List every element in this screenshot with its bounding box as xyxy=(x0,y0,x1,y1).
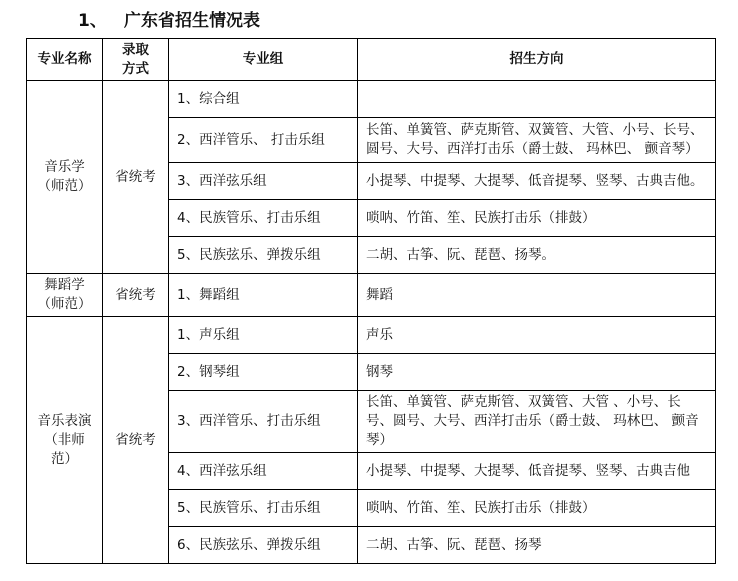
admission-method-cell: 省统考 xyxy=(103,317,169,564)
direction-cell: 二胡、古筝、阮、琵琶、扬琴。 xyxy=(358,237,716,274)
group-cell: 1、声乐组 xyxy=(169,317,358,354)
direction-cell: 唢呐、竹笛、笙、民族打击乐（排鼓） xyxy=(358,490,716,527)
table-row xyxy=(27,81,716,118)
major-name-cell: 音乐表演（非师范） xyxy=(27,317,103,564)
group-cell: 4、民族管乐、打击乐组 xyxy=(169,200,358,237)
header-direction: 招生方向 xyxy=(358,39,716,81)
group-cell: 1、舞蹈组 xyxy=(169,274,358,317)
header-major: 专业名称 xyxy=(27,39,103,81)
header-method: 录取方式 xyxy=(103,39,169,81)
direction-cell: 声乐 xyxy=(358,317,716,354)
direction-cell: 唢呐、竹笛、笙、民族打击乐（排鼓） xyxy=(358,200,716,237)
group-cell: 5、民族管乐、打击乐组 xyxy=(169,490,358,527)
direction-cell: 小提琴、中提琴、大提琴、低音提琴、竖琴、古典吉他。 xyxy=(358,163,716,200)
direction-cell: 长笛、单簧管、萨克斯管、双簧管、大管、小号、长号、圆号、大号、西洋打击乐（爵士鼓、 玛林巴、 颤音琴） xyxy=(358,118,716,163)
section-title: 广东省招生情况表 xyxy=(124,10,260,31)
section-heading xyxy=(78,6,260,30)
table-row xyxy=(27,317,716,354)
major-name-cell: 舞蹈学（师范） xyxy=(27,274,103,317)
group-cell: 5、民族弦乐、弹拨乐组 xyxy=(169,237,358,274)
group-cell: 3、西洋弦乐组 xyxy=(169,163,358,200)
direction-cell: 舞蹈 xyxy=(358,274,716,317)
enrollment-table xyxy=(26,38,716,564)
major-name-cell: 音乐学（师范） xyxy=(27,81,103,274)
direction-cell xyxy=(358,81,716,118)
group-cell: 1、综合组 xyxy=(169,81,358,118)
header-group: 专业组 xyxy=(169,39,358,81)
table-row xyxy=(27,274,716,317)
group-cell: 6、民族弦乐、弹拨乐组 xyxy=(169,527,358,564)
group-cell: 3、西洋管乐、打击乐组 xyxy=(169,391,358,453)
group-cell: 4、西洋弦乐组 xyxy=(169,453,358,490)
group-cell: 2、西洋管乐、 打击乐组 xyxy=(169,118,358,163)
direction-cell: 小提琴、中提琴、大提琴、低音提琴、竖琴、古典吉他 xyxy=(358,453,716,490)
direction-cell: 钢琴 xyxy=(358,354,716,391)
section-number: 1、 xyxy=(78,10,107,31)
direction-cell: 二胡、古筝、阮、琵琶、扬琴 xyxy=(358,527,716,564)
group-cell: 2、钢琴组 xyxy=(169,354,358,391)
admission-method-cell: 省统考 xyxy=(103,274,169,317)
direction-cell: 长笛、单簧管、萨克斯管、双簧管、大管 、小号、长号、圆号、大号、西洋打击乐（爵士鼓、 玛林巴、 颤音琴） xyxy=(358,391,716,453)
admission-method-cell: 省统考 xyxy=(103,81,169,274)
header-row xyxy=(27,39,716,81)
